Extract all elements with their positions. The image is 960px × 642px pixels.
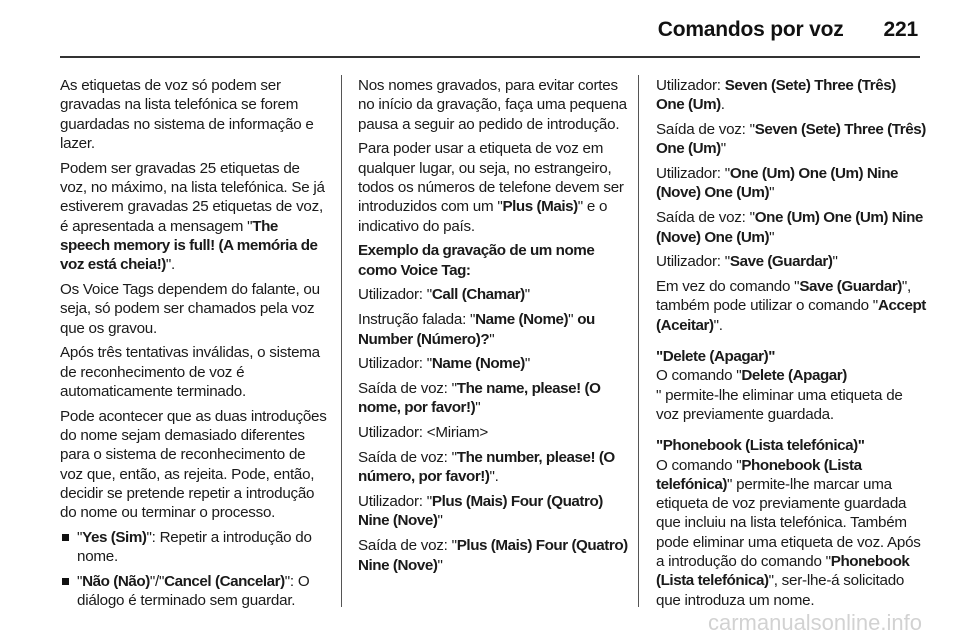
text: " <box>720 140 726 158</box>
text: " <box>77 529 83 547</box>
voice-command: Não (Não) <box>82 573 150 591</box>
section-heading <box>656 347 926 366</box>
voice-command: ou Number (Número)? <box>358 311 595 348</box>
text: " <box>437 512 443 530</box>
paragraph: Pode acontecer que as duas introduções do nome sejam demasiado diferentes para o sistema de reconhecimento de voz que, então, as rejeita. Pode, então, decidir se pretende repetir a introdução do nome ou terminar o processo. <box>60 407 327 522</box>
heading-text: Exemplo da gravação de um nome como Voice Tag: <box>358 242 595 279</box>
voice-command: Yes (Sim) <box>82 529 147 547</box>
voice-command: Name (Nome) <box>431 355 525 373</box>
text: " <box>832 253 838 271</box>
paragraph: Após três tentativas inválidas, o sistema de reconhecimento de voz é automaticamente terminado. <box>60 344 320 400</box>
dialog-line: Utilizador: <Miriam> <box>358 424 489 442</box>
text: Utilizador: " <box>358 355 432 373</box>
dialog-line <box>656 120 926 159</box>
text: ", ser-lhe-á solicitado que introduza um nome. <box>656 572 905 609</box>
paragraph <box>656 277 926 335</box>
text: " permite-lhe eliminar uma etiqueta de voz previamente guardada. <box>656 386 903 423</box>
dialog-line <box>656 252 926 271</box>
dialog-line <box>656 76 926 115</box>
dialog-line <box>358 492 628 531</box>
text: Utilizador: " <box>656 253 730 271</box>
heading-text: "Phonebook (Lista telefónica)" <box>656 437 865 455</box>
text: " <box>489 330 495 348</box>
paragraph <box>656 366 926 424</box>
column-divider <box>638 75 639 607</box>
text: ". <box>489 468 499 486</box>
paragraph: As etiquetas de voz só podem ser gravadas na lista telefónica se forem guardadas no sistema de informação e lazer. <box>60 77 314 152</box>
paragraph <box>358 139 628 235</box>
page-header <box>658 18 918 42</box>
system-message: The speech memory is full! (A memória de voz está cheia!) <box>60 217 318 274</box>
text: Saída de voz: " <box>656 209 755 227</box>
text: Saída de voz: " <box>358 537 457 555</box>
voice-command: One (Um) One (Um) Nine (Nove) One (Um) <box>656 165 899 202</box>
text: ": O diálogo é terminado sem guardar. <box>77 573 310 610</box>
text: Instrução falada: " <box>358 311 476 329</box>
voice-command: Call (Chamar) <box>431 286 525 304</box>
page-title: Comandos por voz <box>657 18 844 41</box>
text: " <box>568 311 578 329</box>
voice-output: One (Um) One (Um) Nine (Nove) One (Um) <box>656 209 923 246</box>
dialog-line <box>358 310 628 349</box>
dialog-line <box>358 379 628 418</box>
voice-command: Name (Nome) <box>475 311 569 329</box>
text: Utilizador: " <box>358 493 432 511</box>
dialog-line <box>656 164 926 203</box>
heading-text: "Delete (Apagar)" <box>656 348 775 366</box>
text: Saída de voz: " <box>656 121 755 139</box>
bullet-square-icon <box>62 578 69 585</box>
voice-command: Save (Guardar) <box>799 278 902 296</box>
text: Saída de voz: " <box>358 449 457 467</box>
voice-command: Plus (Mais) Four (Quatro) Nine (Nove) <box>358 493 603 530</box>
text: ". <box>165 256 176 274</box>
text: ", também pode utilizar o comando " <box>656 278 912 315</box>
column-2 <box>358 76 628 580</box>
text: " <box>524 286 530 304</box>
text: O comando " <box>656 456 742 474</box>
page-number: 221 <box>883 18 918 41</box>
text: ". <box>713 316 723 334</box>
paragraph: Nos nomes gravados, para evitar cortes no início da gravação, faça uma pequena pausa a seguir ao pedido de introdução. <box>358 77 627 133</box>
column-1 <box>60 76 328 616</box>
column-3 <box>656 76 926 615</box>
text: " <box>77 573 83 591</box>
text: Utilizador: " <box>358 286 432 304</box>
paragraph: Os Voice Tags dependem do falante, ou seja, só podem ser chamados pela voz que os gravou. <box>60 280 320 337</box>
voice-output: The number, please! (O número, por favor!) <box>358 449 615 486</box>
text: " <box>475 399 481 417</box>
dialog-line <box>358 354 628 373</box>
text: Saída de voz: " <box>358 380 457 398</box>
text: " <box>769 228 775 246</box>
text: Para poder usar a etiqueta de voz em qualquer lugar, ou seja, no estrangeiro, todos os números de telefone devem ser introduzidos com um " <box>358 140 624 216</box>
voice-command: Save (Guardar) <box>729 253 833 271</box>
text: Utilizador: <box>656 77 725 94</box>
list-item <box>60 572 328 611</box>
text: " <box>437 556 443 574</box>
text: " e o indicativo do país. <box>358 198 608 235</box>
voice-output: Seven (Sete) Three (Três) One (Um) <box>656 121 926 158</box>
dialog-line <box>358 536 628 575</box>
bullet-square-icon <box>62 534 69 541</box>
text: " <box>769 184 775 202</box>
list-item <box>60 528 328 567</box>
watermark: carmanualsonline.info <box>707 610 922 635</box>
text: Podem ser gravadas 25 etiquetas de voz, no máximo, na lista telefónica. Se já estiverem gravadas 25 etiquetas de voz, é apresentada a mensagem " <box>60 159 325 235</box>
section-heading <box>358 241 628 280</box>
voice-output: The name, please! (O nome, por favor!) <box>358 380 601 417</box>
dialog-line <box>358 448 628 487</box>
text: Utilizador: " <box>656 165 730 183</box>
voice-command: Phonebook (Lista telefónica) <box>656 456 862 493</box>
header-rule <box>60 56 920 58</box>
text: "/" <box>149 573 165 591</box>
text: " permite-lhe marcar uma etiqueta de voz previamente guardada que incluiu na lista telefónica. Também pode eliminar uma etiqueta de voz. Após a introdução do comando " <box>656 475 921 571</box>
text: O comando " <box>656 367 742 385</box>
voice-command: Seven (Sete) Three (Três) One (Um) <box>656 77 896 114</box>
paragraph <box>60 159 328 275</box>
column-divider <box>341 75 342 607</box>
text: ": Repetir a introdução do nome. <box>77 529 312 566</box>
voice-output: Plus (Mais) Four (Quatro) Nine (Nove) <box>358 537 628 574</box>
voice-command: Accept (Aceitar) <box>656 297 926 334</box>
voice-command: Cancel (Cancelar) <box>164 573 285 591</box>
text: " <box>524 355 530 373</box>
paragraph <box>656 456 926 610</box>
text: . <box>720 96 725 114</box>
dialog-line <box>656 208 926 247</box>
voice-command: Plus (Mais) <box>502 198 578 216</box>
voice-command: Phonebook (Lista telefónica) <box>656 553 910 590</box>
dialog-line <box>358 285 628 304</box>
section-heading <box>656 436 926 455</box>
voice-command: Delete (Apagar) <box>741 367 847 385</box>
text: Em vez do comando " <box>656 278 800 296</box>
